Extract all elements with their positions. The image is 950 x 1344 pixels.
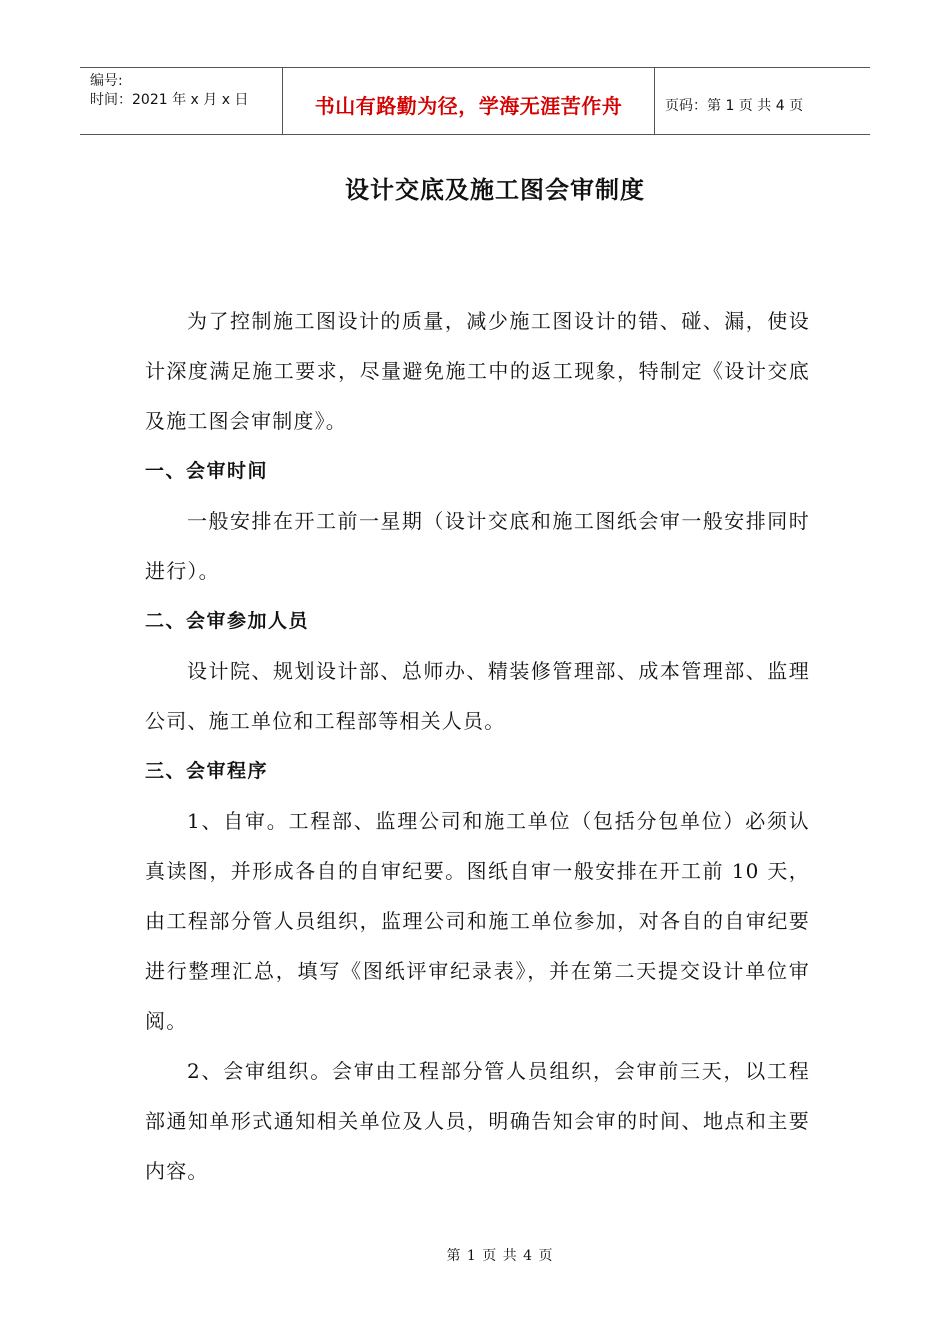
section-heading-participants: 二、会审参加人员 (145, 610, 310, 632)
header-page-info: 页码：第 1 页 共 4 页 (665, 97, 804, 114)
header-motto: 书山有路勤为径，学海无涯苦作舟 (282, 68, 655, 134)
document-body (145, 296, 810, 1196)
header-left-cell (80, 68, 282, 134)
section-paragraph: 2、会审组织。会审由工程部分管人员组织，会审前三天，以工程部通知单形式通知相关单位及人员，明确告知会审的时间、地点和主要内容。 (145, 1059, 810, 1183)
section-heading-time: 一、会审时间 (145, 460, 269, 482)
document-title: 设计交底及施工图会审制度 (345, 176, 645, 204)
document-time-label: 时间：2021 年 x 月 x 日 (90, 92, 249, 108)
intro-paragraph: 为了控制施工图设计的质量，减少施工图设计的错、碰、漏，使设计深度满足施工要求，尽量避免施工中的返工现象，特制定《设计交底及施工图会审制度》。 (145, 309, 810, 433)
page-footer: 第 1 页 共 4 页 (446, 1248, 554, 1264)
document-number-label: 编号: (90, 73, 123, 89)
header-table (80, 67, 870, 135)
section-paragraph: 设计院、规划设计部、总师办、精装修管理部、成本管理部、监理公司、施工单位和工程部等相关人员。 (145, 659, 810, 733)
section-paragraph: 1、自审。工程部、监理公司和施工单位（包括分包单位）必须认真读图，并形成各自的自审纪要。图纸自审一般安排在开工前 10 天，由工程部分管人员组织，监理公司和施工单位参加，对各自的自审纪要进行整理汇总，填写《图纸评审纪录表》，并在第二天提交设计单位审阅。 (145, 809, 810, 1033)
section-paragraph: 一般安排在开工前一星期（设计交底和施工图纸会审一般安排同时进行）。 (145, 509, 810, 583)
section-heading-procedure: 三、会审程序 (145, 760, 269, 782)
